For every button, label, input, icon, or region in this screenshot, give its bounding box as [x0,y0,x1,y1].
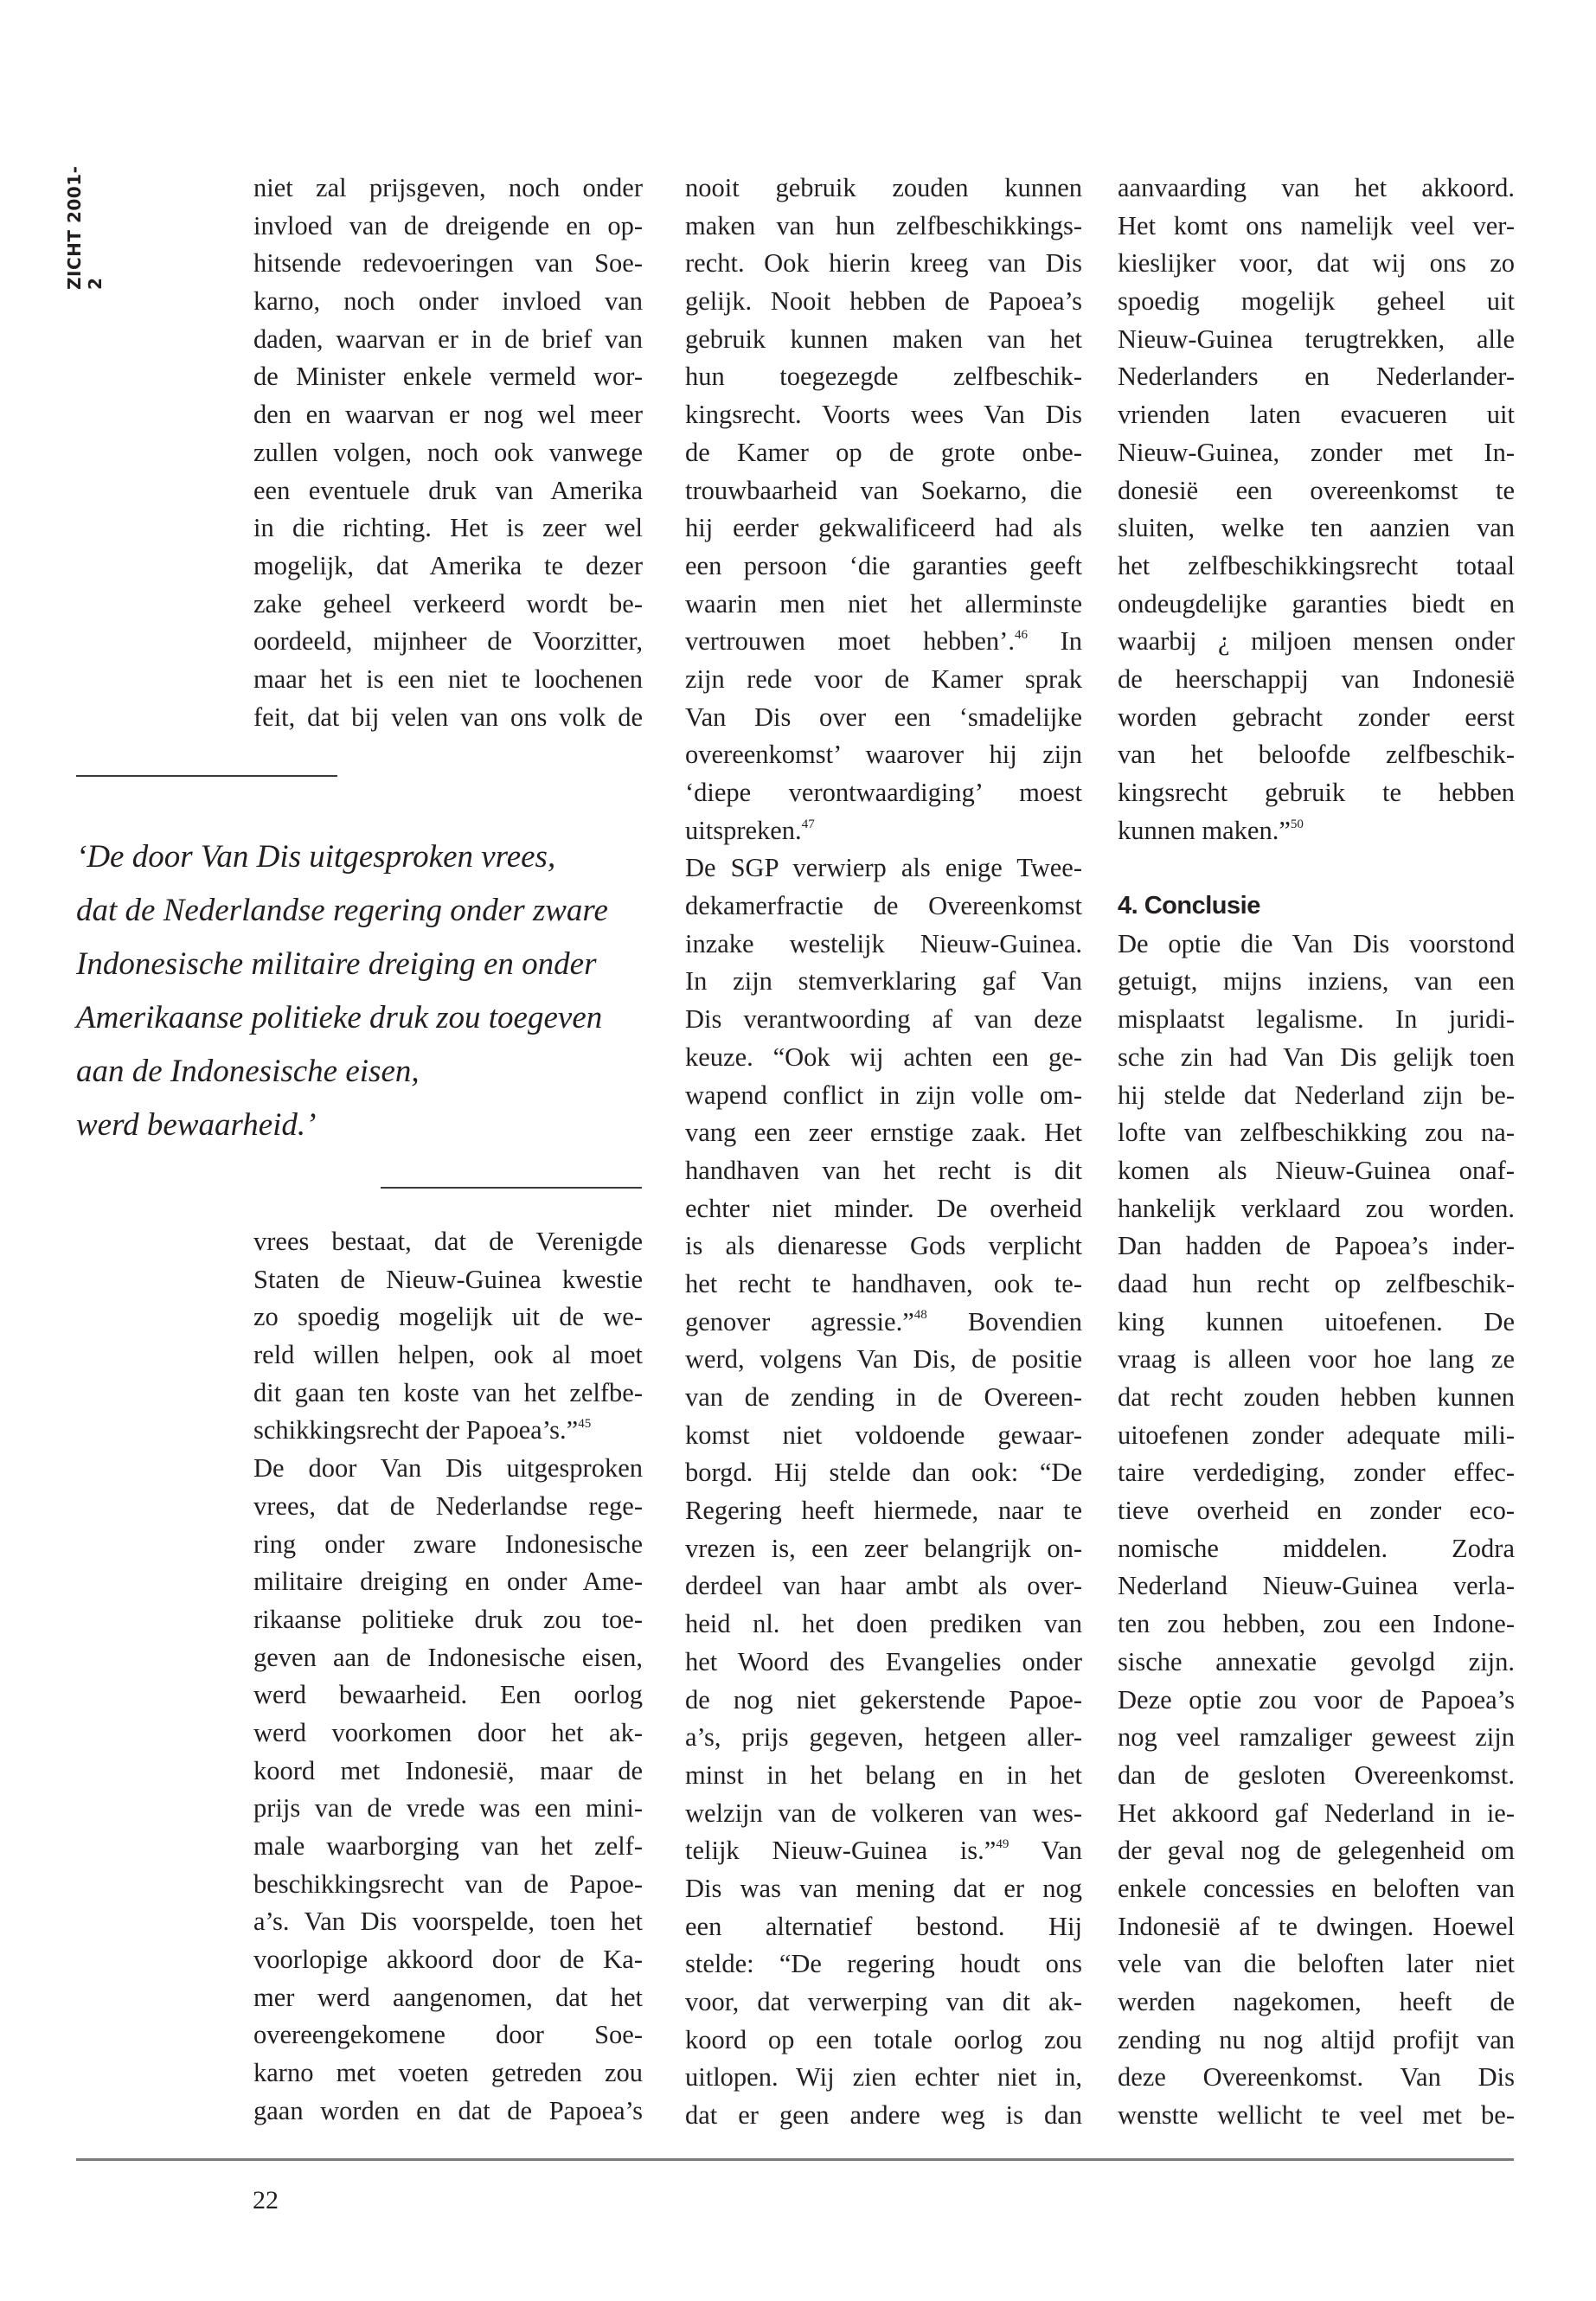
text-line: deze Overeenkomst. Van Dis [1118,2062,1515,2093]
text-line: misplaatst legalisme. In juridi- [1118,1004,1515,1035]
text-line: oordeeld, mijnheer de Voorzitter, [253,626,643,657]
text-line: overeengekomene door Soe- [253,2020,643,2050]
text-line: dekamerfractie de Overeenkomst [685,891,1082,921]
text-line: gaan worden en dat de Papoea’s [253,2095,643,2125]
text-line: der geval nog de gelegenheid om [1118,1836,1515,1866]
text-line: handhaven van het recht is dit [685,1155,1082,1185]
body-column-right-part-b [1118,926,1515,2135]
text-line: de nog niet gekerstende Papoe- [685,1684,1082,1715]
pull-quote-line: Amerikaanse politieke druk zou toegeven [76,1000,603,1035]
text-line: hankelijk verklaard zou worden. [1118,1193,1515,1223]
pull-quote-line: werd bewaarheid.’ [76,1107,317,1143]
text-line: geven aan de Indonesische eisen, [253,1642,643,1672]
text-line: mer werd aangenomen, dat het [253,1982,643,2012]
text-line: beschikkingsrecht van de Papoe- [253,1868,643,1899]
text-line: daden, waarvan er in de brief van [253,324,643,354]
pull-quote-line: dat de Nederlandse regering onder zware [76,893,608,928]
text-line: derdeel van haar ambt als over- [685,1571,1082,1601]
text-line: vrienden laten evacueren uit [1118,400,1515,430]
text-line: sische annexatie gevolgd zijn. [1118,1646,1515,1676]
text-line: zullen volgen, noch ook vanwege [253,437,643,467]
text-line: gebruik kunnen maken van het [685,324,1082,354]
text-line: keuze. “Ook wij achten een ge- [685,1042,1082,1072]
text-line: tieve overheid en zonder eco- [1118,1496,1515,1526]
text-line: Het akkoord gaf Nederland in ie- [1118,1798,1515,1828]
text-line: waarin men niet het allerminste [685,588,1082,619]
text-line: wapend conflict in zijn volle om- [685,1080,1082,1110]
text-line: inzake westelijk Nieuw-Guinea. [685,928,1082,958]
text-line: nomische middelen. Zodra [1118,1533,1515,1563]
text-line: minst in het belang en in het [685,1759,1082,1790]
text-line: stelde: “De regering houdt ons [685,1949,1082,1979]
text-line: koord met Indonesië, maar de [253,1755,643,1785]
pull-quote-top-rule [76,775,337,777]
text-line: Het komt ons namelijk veel ver- [1118,210,1515,240]
text-line: sche zin had Van Dis gelijk toen [1118,1042,1515,1072]
text-line: kieslijker voor, dat wij ons zo [1118,248,1515,279]
text-line: ‘diepe verontwaardiging’ moest [685,778,1082,807]
text-line: worden gebracht zonder eerst [1118,702,1515,732]
text-line: werd voorkomen door het ak- [253,1717,643,1747]
text-line: invloed van de dreigende en op- [253,210,643,240]
text-line: heid nl. het doen prediken van [685,1609,1082,1639]
text-line: vraag is alleen voor hoe lang ze [1118,1344,1515,1375]
text-line: voorlopige akkoord door de Ka- [253,1945,643,1975]
text-line: Nieuw-Guinea terugtrekken, alle [1118,324,1515,354]
text-line: hitsende redevoeringen van Soe- [253,248,643,279]
footer-rule [76,2158,1514,2161]
body-column-left-top [253,170,643,736]
text-line: trouwbaarheid van Soekarno, die [685,475,1082,505]
text-line: vrezen is, een zeer belangrijk on- [685,1533,1082,1563]
pull-quote-line: Indonesische militaire dreiging en onder [76,946,597,982]
text-line: den en waarvan er nog wel meer [253,400,643,430]
text-line: de heerschappij van Indonesië [1118,663,1515,694]
text-line: vrees, dat de Nederlandse rege- [253,1490,643,1521]
text-line: enkele concessies en beloften van [1118,1873,1515,1903]
text-line: taire verdediging, zonder effec- [1118,1458,1515,1488]
text-line: vrees bestaat, dat de Verenigde [253,1227,643,1256]
text-line: kunnen maken.”$^{50}$ [1118,815,1304,845]
text-line: karno met voeten getreden zou [253,2058,643,2088]
text-line: uitlopen. Wij zien echter niet in, [685,2062,1082,2093]
body-column-left-bottom [253,1223,643,2131]
text-line: ten zou hebben, zou een Indone- [1118,1609,1515,1639]
body-column-right [1118,170,1515,2135]
text-line: genover agressie.”$^{48}$ Bovendien [685,1306,1082,1336]
text-line: dit gaan ten koste van het zelfbe- [253,1377,643,1407]
text-line: het recht te handhaven, ook te- [685,1268,1082,1298]
text-line: vang een zeer ernstige zaak. Het [685,1118,1082,1148]
pull-quote-line: ‘De door Van Dis uitgesproken vrees, [76,839,556,875]
text-line: spoedig mogelijk geheel uit [1118,286,1515,317]
page-number: 22 [253,2186,279,2214]
text-line: nooit gebruik zouden kunnen [685,173,1082,202]
text-line: Dan hadden de Papoea’s inder- [1118,1231,1515,1261]
text-line: maar het is een niet te loochenen [253,663,643,694]
text-line: prijs van de vrede was een mini- [253,1793,643,1823]
footnote-marker: 49 [996,1837,1010,1852]
text-line: karno, noch onder invloed van [253,286,643,317]
text-line: dat recht zouden hebben kunnen [1118,1382,1515,1412]
text-line: De SGP verwierp als enige Twee- [685,853,1082,883]
pull-quote-bottom-rule [381,1187,642,1189]
text-line: de Kamer op de grote onbe- [685,437,1082,467]
footnote-marker: 46 [1014,628,1028,643]
text-line: waarbij ¿ miljoen mensen onder [1118,626,1515,657]
text-line: king kunnen uitoefenen. De [1118,1306,1515,1336]
text-line: Indonesië af te dwingen. Hoewel [1118,1911,1515,1941]
text-line: voor, dat verwerping van dit ak- [685,1987,1082,2016]
text-line: komst niet voldoende gewaar- [685,1420,1082,1450]
text-line: werden nagekomen, heeft de [1118,1987,1515,2016]
section-gap [1118,849,1515,888]
footnote-marker: 48 [913,1308,927,1323]
text-line: de Minister enkele vermeld wor- [253,362,643,392]
section-heading-conclusie: 4. Conclusie [1118,892,1260,920]
text-line: aanvaarding van het akkoord. [1118,173,1515,202]
text-line: kingsrecht gebruik te hebben [1118,778,1515,807]
text-line: is als dienaresse Gods verplicht [685,1231,1082,1261]
text-line: hij eerder gekwalificeerd had als [685,513,1082,543]
text-line: mogelijk, dat Amerika te dezer [253,550,643,580]
text-line: werd, volgens Van Dis, de positie [685,1344,1082,1375]
text-line: In zijn stemverklaring gaf Van [685,966,1082,997]
text-line: een eventuele druk van Amerika [253,475,643,505]
text-line: zo spoedig mogelijk uit de we- [253,1302,643,1332]
text-line: Deze optie zou voor de Papoea’s [1118,1684,1515,1715]
text-line: lofte van zelfbeschikking zou na- [1118,1118,1515,1148]
text-line: reld willen helpen, ook al moet [253,1340,643,1370]
text-line: zending nu nog altijd profijt van [1118,2024,1515,2054]
text-line: nog veel ramzaliger geweest zijn [1118,1722,1515,1753]
text-line: echter niet minder. De overheid [685,1193,1082,1223]
text-line: niet zal prijsgeven, noch onder [253,173,643,202]
text-line: een alternatief bestond. Hij [685,1911,1082,1941]
text-line: Dis verantwoording af van deze [685,1004,1082,1035]
text-line: a’s. Van Dis voorspelde, toen het [253,1907,643,1937]
text-line: De door Van Dis uitgesproken [253,1453,643,1484]
text-line: telijk Nieuw-Guinea is.”$^{49}$ Van [685,1836,1083,1866]
text-line: Dis was van mening dat er nog [685,1873,1082,1903]
text-line: hun toegezegde zelfbeschik- [685,362,1082,392]
text-line: gelijk. Nooit hebben de Papoea’s [685,286,1082,317]
text-line: uitoefenen zonder adequate mili- [1118,1420,1515,1450]
text-line: kingsrecht. Voorts wees Van Dis [685,400,1082,430]
text-line: ondeugdelijke garanties biedt en [1118,588,1515,619]
text-line: De optie die Van Dis voorstond [1118,928,1515,958]
body-column-middle [685,170,1082,2135]
text-line: dat er geen andere weg is dan [685,2100,1082,2131]
text-line: dan de gesloten Overeenkomst. [1118,1759,1515,1790]
text-line: het zelfbeschikkingsrecht totaal [1118,550,1515,580]
text-line: van het beloofde zelfbeschik- [1118,740,1515,770]
text-line: in die richting. Het is zeer wel [253,513,643,543]
text-line: Regering heeft hiermede, naar te [685,1496,1082,1526]
text-line: donesië een overeenkomst te [1118,475,1515,505]
text-line: daad hun recht op zelfbeschik- [1118,1268,1515,1298]
text-line: Nederlanders en Nederlander- [1118,362,1515,392]
text-line: rikaanse politieke druk zou toe- [253,1604,643,1634]
pull-quote [76,830,664,1152]
text-line: maken van hun zelfbeschikkings- [685,210,1082,240]
text-line: feit, dat bij velen van ons volk de [253,702,643,732]
text-line: sluiten, welke ten aanzien van [1118,513,1515,543]
text-line: welzijn van de volkeren van wes- [685,1798,1082,1828]
text-line: overeenkomst’ waarover hij zijn [685,740,1082,770]
text-line: komen als Nieuw-Guinea onaf- [1118,1155,1515,1185]
text-line: militaire dreiging en onder Ame- [253,1567,643,1597]
text-line: getuigt, mijns inziens, van een [1118,966,1515,997]
text-line: male waarborging van het zelf- [253,1831,643,1861]
text-line: recht. Ook hierin kreeg van Dis [685,248,1082,279]
text-line: ring onder zware Indonesische [253,1529,643,1559]
text-line: uitspreken.$^{47}$ [685,815,815,845]
text-line: Nederland Nieuw-Guinea verla- [1118,1571,1515,1601]
text-line: hij stelde dat Nederland zijn be- [1118,1080,1515,1110]
text-line: zake geheel verkeerd wordt be- [253,588,643,619]
text-line: het Woord des Evangelies onder [685,1646,1082,1676]
text-line: zijn rede voor de Kamer sprak [685,663,1082,694]
pull-quote-line: aan de Indonesische eisen, [76,1054,420,1089]
footnote-marker: 45 [578,1417,592,1432]
footnote-marker: 50 [1290,817,1304,831]
text-line: werd bewaarheid. Een oorlog [253,1680,643,1710]
text-line: vele van die beloften later niet [1118,1949,1515,1979]
body-column-right-part-a [1118,170,1515,849]
text-line: wenstte wellicht te veel met be- [1118,2100,1515,2131]
text-line: van de zending in de Overeen- [685,1382,1082,1412]
text-line: a’s, prijs gegeven, hetgeen aller- [685,1722,1082,1753]
text-line: Nieuw-Guinea, zonder met In- [1118,437,1515,467]
text-line: Van Dis over een ‘smadelijke [685,702,1082,732]
journal-issue-label: ZICHT 2001-2 [64,165,106,290]
text-line: borgd. Hij stelde dan ook: “De [685,1458,1082,1488]
text-line: een persoon ‘die garanties geeft [685,550,1082,580]
text-line: koord op een totale oorlog zou [685,2024,1082,2054]
text-line: schikkingsrecht der Papoea’s.”$^{45}$ [253,1415,592,1445]
text-line: vertrouwen moet hebben’.$^{46}$ In [685,626,1082,657]
footnote-marker: 47 [801,817,815,831]
text-line: Staten de Nieuw-Guinea kwestie [253,1264,643,1294]
